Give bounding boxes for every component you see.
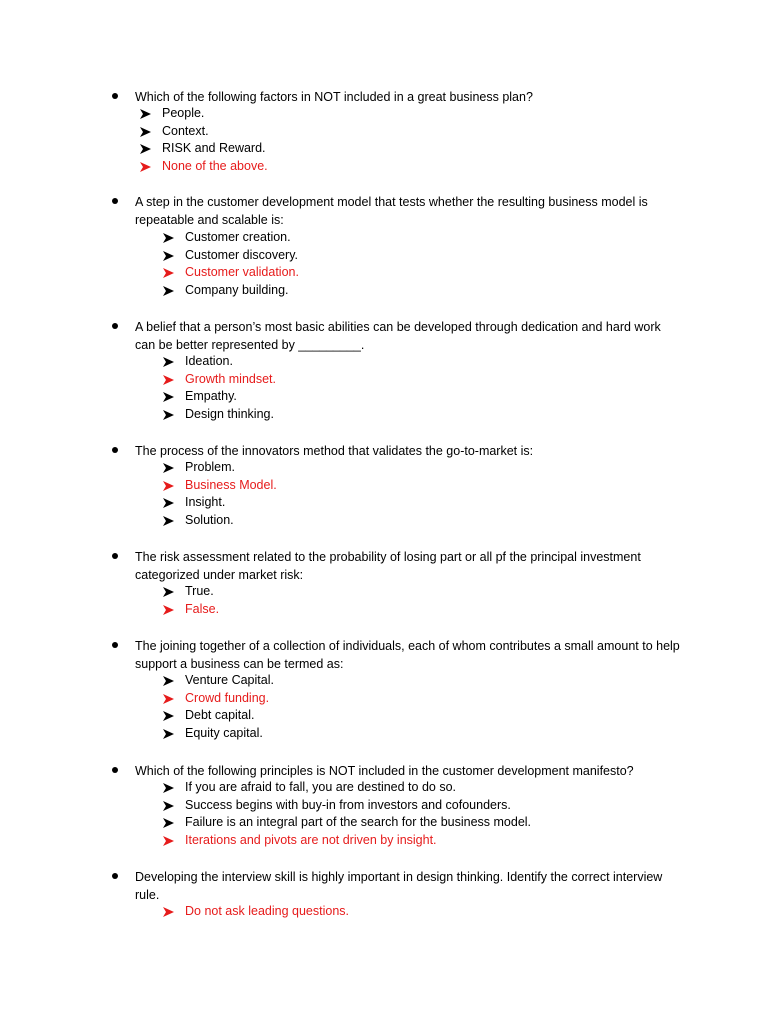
arrow-bullet-icon xyxy=(163,601,177,619)
option-label: People. xyxy=(162,106,205,120)
question-text: The process of the innovators method that validates the go-to-market is: xyxy=(135,444,534,458)
option-label: Design thinking. xyxy=(185,406,274,421)
option-label: Customer validation. xyxy=(185,265,299,279)
option-label: Empathy. xyxy=(185,389,237,403)
arrow-bullet-icon xyxy=(163,229,177,247)
option-item xyxy=(163,707,723,725)
option-item xyxy=(163,406,723,424)
option-label: Crowd funding. xyxy=(185,690,270,705)
arrow-bullet-icon xyxy=(140,123,154,141)
option-label: Equity capital. xyxy=(185,725,263,740)
question-text: The joining together of a collection of individuals, each of whom contributes a small amount to help support a business can be termed as: xyxy=(135,639,680,671)
option-list xyxy=(163,672,723,742)
option-item-correct xyxy=(163,903,723,921)
option-item-correct xyxy=(163,690,723,708)
arrow-bullet-icon xyxy=(163,371,177,389)
option-item xyxy=(140,140,700,158)
option-label: Success begins with buy-in from investors and cofounders. xyxy=(185,797,511,812)
bullet-icon xyxy=(112,553,118,559)
option-label: Venture Capital. xyxy=(185,673,274,687)
option-item xyxy=(163,814,723,832)
option-item xyxy=(163,672,723,690)
option-item xyxy=(163,459,723,477)
option-label: Context. xyxy=(162,123,209,138)
arrow-bullet-icon xyxy=(140,158,154,176)
option-item xyxy=(163,512,723,530)
option-list xyxy=(163,583,723,618)
option-label: False. xyxy=(185,601,220,616)
option-label: Debt capital. xyxy=(185,708,255,722)
arrow-bullet-icon xyxy=(163,406,177,424)
bullet-icon xyxy=(112,323,118,329)
arrow-bullet-icon xyxy=(163,690,177,708)
option-label: Failure is an integral part of the search for the business model. xyxy=(185,815,532,829)
arrow-bullet-icon xyxy=(163,264,177,282)
option-list xyxy=(163,229,723,299)
option-item xyxy=(140,105,700,123)
question-text: Which of the following factors in NOT included in a great business plan? xyxy=(135,90,533,104)
option-label: If you are afraid to fall, you are destined to do so. xyxy=(185,780,456,794)
arrow-bullet-icon xyxy=(140,105,154,123)
option-label: RISK and Reward. xyxy=(162,141,266,155)
arrow-bullet-icon xyxy=(163,832,177,850)
bullet-icon xyxy=(112,642,118,648)
option-label: None of the above. xyxy=(162,158,268,173)
question-text: Which of the following principles is NOT included in the customer development manifesto? xyxy=(135,764,634,778)
arrow-bullet-icon xyxy=(163,672,177,690)
option-list xyxy=(163,779,723,849)
option-list xyxy=(163,459,723,529)
arrow-bullet-icon xyxy=(163,583,177,601)
option-item xyxy=(163,247,723,265)
option-label: Company building. xyxy=(185,282,289,297)
option-label: True. xyxy=(185,584,214,598)
bullet-icon xyxy=(112,93,118,99)
arrow-bullet-icon xyxy=(163,494,177,512)
option-item-correct xyxy=(163,477,723,495)
option-list xyxy=(163,353,723,423)
option-label: Problem. xyxy=(185,460,236,474)
option-item-correct xyxy=(163,371,723,389)
option-label: Business Model. xyxy=(185,477,277,492)
arrow-bullet-icon xyxy=(163,512,177,530)
option-item xyxy=(163,494,723,512)
arrow-bullet-icon xyxy=(163,779,177,797)
option-item xyxy=(163,583,723,601)
arrow-bullet-icon xyxy=(163,814,177,832)
option-item-correct xyxy=(163,601,723,619)
arrow-bullet-icon xyxy=(163,725,177,743)
option-item xyxy=(163,797,723,815)
bullet-icon xyxy=(112,873,118,879)
arrow-bullet-icon xyxy=(163,282,177,300)
arrow-bullet-icon xyxy=(163,707,177,725)
option-label: Insight. xyxy=(185,495,226,509)
option-label: Solution. xyxy=(185,512,234,527)
option-item-correct xyxy=(140,158,700,176)
option-item xyxy=(163,282,723,300)
arrow-bullet-icon xyxy=(140,140,154,158)
option-label: Customer creation. xyxy=(185,230,291,244)
option-label: Iterations and pivots are not driven by insight. xyxy=(185,832,437,847)
option-item-correct xyxy=(163,264,723,282)
option-item xyxy=(163,229,723,247)
option-label: Growth mindset. xyxy=(185,371,277,386)
option-item xyxy=(140,123,700,141)
arrow-bullet-icon xyxy=(163,903,177,921)
question-text: Developing the interview skill is highly important in design thinking. Identify the correct interview rule. xyxy=(135,870,663,902)
option-item xyxy=(163,353,723,371)
bullet-icon xyxy=(112,198,118,204)
arrow-bullet-icon xyxy=(163,797,177,815)
option-label: Do not ask leading questions. xyxy=(185,904,349,918)
bullet-icon xyxy=(112,447,118,453)
arrow-bullet-icon xyxy=(163,459,177,477)
option-item-correct xyxy=(163,832,723,850)
arrow-bullet-icon xyxy=(163,477,177,495)
option-label: Customer discovery. xyxy=(185,247,298,262)
arrow-bullet-icon xyxy=(163,353,177,371)
option-list xyxy=(140,105,700,175)
arrow-bullet-icon xyxy=(163,247,177,265)
question-text: The risk assessment related to the probability of losing part or all pf the principal investment categorized under market risk: xyxy=(135,550,641,582)
question-text: A belief that a person’s most basic abilities can be developed through dedication and hard work can be better represented by _________. xyxy=(135,320,661,352)
option-item xyxy=(163,779,723,797)
arrow-bullet-icon xyxy=(163,388,177,406)
option-item xyxy=(163,388,723,406)
option-list xyxy=(163,903,723,921)
bullet-icon xyxy=(112,767,118,773)
option-label: Ideation. xyxy=(185,354,233,368)
question-text: A step in the customer development model that tests whether the resulting business model is repeatable and scalable is: xyxy=(135,195,648,227)
option-item xyxy=(163,725,723,743)
